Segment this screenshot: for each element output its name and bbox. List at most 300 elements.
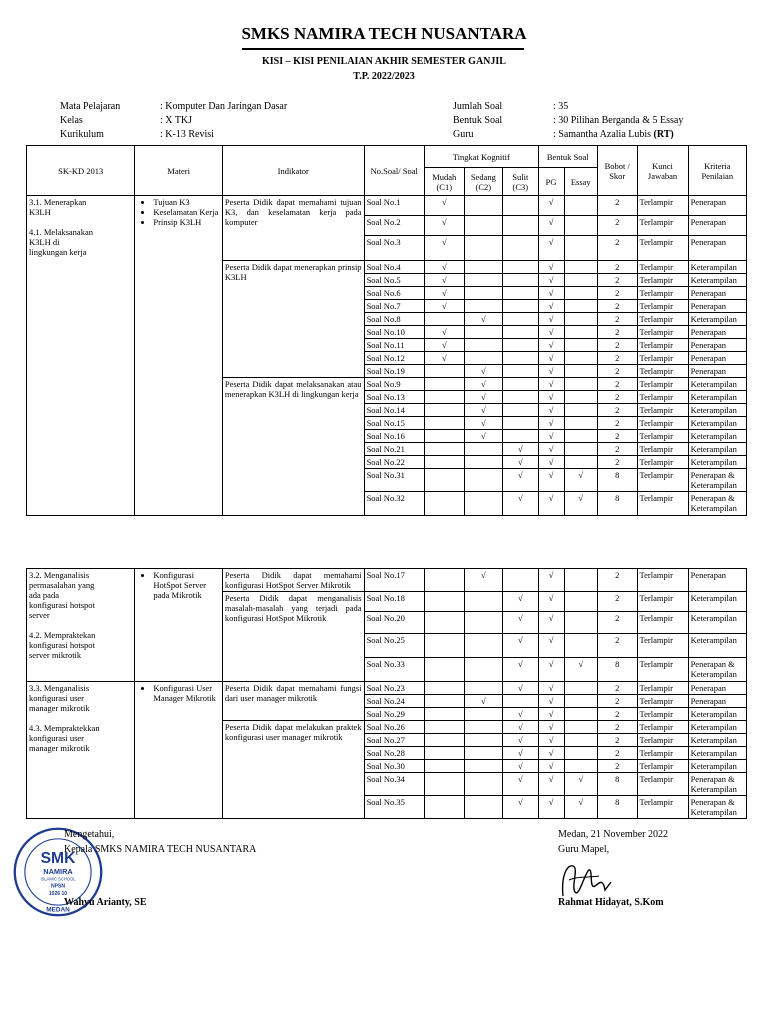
cell-level-1: √	[424, 261, 464, 274]
cell-kriteria: Keterampilan	[688, 456, 746, 469]
table-row	[27, 196, 747, 216]
cell-level-2	[464, 326, 503, 339]
cell-level-1	[425, 721, 465, 734]
cell-essay	[564, 430, 597, 443]
cell-essay	[564, 404, 597, 417]
cell-pg: √	[538, 721, 564, 734]
cell-kunci: Terlampir	[637, 658, 688, 682]
cell-skkd: 3.3. Menganalisis konfigurasi user manager mikrotik 4.3. Mempraktekkan konfigurasi user manager mikrotik	[27, 682, 135, 819]
cell-pg: √	[538, 430, 564, 443]
cell-essay	[564, 391, 597, 404]
materi-item: • Prinsip K3LH	[153, 217, 220, 227]
cell-bobot: 2	[597, 352, 637, 365]
cell-no-soal: Soal No.30	[364, 760, 424, 773]
cell-level-2	[464, 721, 503, 734]
cell-pg: √	[538, 682, 564, 695]
kisi-table-1	[26, 145, 747, 516]
cell-level-2	[464, 634, 503, 658]
cell-level-1	[424, 417, 464, 430]
cell-pg: √	[538, 612, 564, 634]
materi-list	[137, 570, 220, 600]
cell-essay	[564, 569, 597, 592]
cell-bobot: 2	[597, 430, 637, 443]
cell-level-1: √	[424, 352, 464, 365]
cell-level-2: √	[464, 391, 503, 404]
cell-indikator: Peserta Didik dapat melakukan praktek konfigurasi user manager mikrotik	[222, 721, 364, 819]
cell-no-soal: Soal No.21	[364, 443, 424, 456]
cell-bobot: 2	[597, 417, 637, 430]
cell-kriteria: Keterampilan	[688, 734, 746, 747]
meta-value: : Komputer Dan Jaringan Dasar	[160, 101, 288, 112]
cell-pg: √	[538, 760, 564, 773]
cell-kriteria: Penerapan & Keterampilan	[688, 796, 746, 819]
meta-key: Kurikulum	[60, 129, 104, 140]
cell-pg: √	[538, 339, 564, 352]
meta-key: Jumlah Soal	[453, 101, 503, 112]
cell-bobot: 2	[597, 300, 637, 313]
cell-pg: √	[538, 352, 564, 365]
cell-pg: √	[538, 796, 564, 819]
materi-item: • Tujuan K3	[153, 197, 220, 207]
cell-kriteria: Penerapan & Keterampilan	[688, 469, 746, 492]
cell-level-1	[424, 365, 464, 378]
cell-kunci: Terlampir	[637, 261, 688, 274]
cell-pg: √	[538, 592, 564, 612]
cell-pg: √	[538, 695, 564, 708]
cell-pg: √	[538, 391, 564, 404]
cell-pg: √	[538, 326, 564, 339]
cell-essay	[564, 721, 597, 734]
cell-kunci: Terlampir	[637, 695, 688, 708]
meta-row	[60, 129, 287, 143]
header-mudah: Mudah (C1)	[424, 168, 464, 196]
cell-no-soal: Soal No.34	[364, 773, 424, 796]
cell-level-3	[503, 326, 538, 339]
cell-bobot: 2	[597, 365, 637, 378]
header-skkd: SK-KD 2013	[27, 146, 135, 196]
cell-kriteria: Penerapan	[688, 236, 746, 261]
cell-level-2	[464, 734, 503, 747]
cell-level-2	[464, 612, 503, 634]
cell-essay	[564, 326, 597, 339]
cell-level-1	[424, 391, 464, 404]
stamp-line4: 1026 10	[48, 891, 68, 897]
cell-essay	[564, 592, 597, 612]
cell-level-2	[464, 773, 503, 796]
cell-kunci: Terlampir	[637, 274, 688, 287]
cell-kriteria: Penerapan	[688, 695, 746, 708]
table-row	[27, 569, 747, 592]
cell-kunci: Terlampir	[637, 196, 688, 216]
cell-level-2	[464, 592, 503, 612]
cell-no-soal: Soal No.15	[364, 417, 424, 430]
cell-level-2	[464, 261, 503, 274]
cell-no-soal: Soal No.23	[364, 682, 424, 695]
cell-level-1: √	[424, 274, 464, 287]
cell-level-2	[464, 682, 503, 695]
meta-key: Guru	[453, 129, 474, 140]
meta-row	[60, 101, 287, 115]
cell-kunci: Terlampir	[637, 287, 688, 300]
cell-materi	[135, 196, 223, 516]
header-kriteria: Kriteria Penilaian	[688, 146, 746, 196]
cell-kriteria: Keterampilan	[688, 721, 746, 734]
cell-indikator: Peserta Didik dapat menerapkan prinsip K3LH	[222, 261, 364, 378]
cell-level-3	[503, 339, 538, 352]
cell-pg: √	[538, 300, 564, 313]
sign-right-name: Rahmat Hidayat, S.Kom	[558, 897, 664, 908]
cell-pg: √	[538, 658, 564, 682]
cell-bobot: 2	[597, 378, 637, 391]
cell-level-1	[425, 708, 465, 721]
cell-level-3	[503, 313, 538, 326]
cell-level-1	[425, 569, 465, 592]
cell-kunci: Terlampir	[637, 721, 688, 734]
school-title: SMKS NAMIRA TECH NUSANTARA	[241, 24, 527, 43]
cell-essay: √	[564, 658, 597, 682]
school-year: T.P. 2022/2023	[353, 71, 415, 82]
cell-kriteria: Keterampilan	[688, 430, 746, 443]
cell-skkd: 3.1. Menerapkan K3LH 4.1. Melaksanakan K3LH di lingkungan kerja	[27, 196, 135, 516]
header-tingkat: Tingkat Kognitif	[424, 146, 538, 168]
cell-level-3: √	[503, 773, 538, 796]
cell-essay	[564, 760, 597, 773]
cell-no-soal: Soal No.22	[364, 456, 424, 469]
cell-pg: √	[538, 313, 564, 326]
cell-kunci: Terlampir	[637, 352, 688, 365]
cell-bobot: 2	[597, 196, 637, 216]
cell-no-soal: Soal No.9	[364, 378, 424, 391]
sign-left-label: Mengetahui,	[64, 829, 115, 840]
cell-no-soal: Soal No.28	[364, 747, 424, 760]
cell-essay	[564, 261, 597, 274]
cell-level-1	[425, 658, 465, 682]
cell-bobot: 2	[597, 721, 637, 734]
cell-level-2	[464, 456, 503, 469]
header-indikator: Indikator	[222, 146, 364, 196]
cell-no-soal: Soal No.35	[364, 796, 424, 819]
cell-bobot: 2	[597, 612, 637, 634]
cell-kunci: Terlampir	[637, 391, 688, 404]
meta-row	[453, 129, 683, 143]
cell-kunci: Terlampir	[637, 469, 688, 492]
sign-right-date: Medan, 21 November 2022	[558, 829, 668, 840]
header-kunci: Kunci Jawaban	[637, 146, 688, 196]
cell-essay	[564, 196, 597, 216]
cell-pg: √	[538, 365, 564, 378]
cell-essay	[564, 274, 597, 287]
cell-bobot: 2	[597, 592, 637, 612]
cell-level-1	[425, 634, 465, 658]
cell-no-soal: Soal No.33	[364, 658, 424, 682]
cell-kunci: Terlampir	[637, 417, 688, 430]
meta-value: : Samantha Azalia Lubis	[553, 129, 654, 140]
cell-pg: √	[538, 708, 564, 721]
sign-left-name: Wahyu Arianty, SE	[64, 897, 147, 908]
cell-bobot: 2	[597, 747, 637, 760]
cell-essay	[564, 734, 597, 747]
cell-kunci: Terlampir	[637, 796, 688, 819]
cell-kriteria: Keterampilan	[688, 378, 746, 391]
cell-bobot: 2	[597, 734, 637, 747]
cell-materi	[135, 569, 223, 682]
cell-kriteria: Penerapan & Keterampilan	[688, 492, 746, 516]
sign-left-title: Kepala SMKS NAMIRA TECH NUSANTARA	[64, 844, 257, 855]
cell-level-3	[503, 417, 538, 430]
cell-kunci: Terlampir	[637, 569, 688, 592]
cell-level-1	[425, 682, 465, 695]
cell-bobot: 8	[597, 658, 637, 682]
cell-level-3: √	[503, 492, 538, 516]
cell-indikator: Peserta Didik dapat melaksanakan atau menerapkan K3LH di lingkungan kerja	[222, 378, 364, 516]
cell-essay	[564, 300, 597, 313]
cell-level-3	[503, 695, 538, 708]
cell-essay	[564, 682, 597, 695]
cell-level-2: √	[464, 569, 503, 592]
cell-essay	[564, 216, 597, 236]
cell-no-soal: Soal No.2	[364, 216, 424, 236]
cell-kriteria: Keterampilan	[688, 274, 746, 287]
materi-item: • Konfigurasi User Manager Mikrotik	[153, 683, 220, 703]
cell-level-2	[464, 300, 503, 313]
cell-no-soal: Soal No.7	[364, 300, 424, 313]
cell-kunci: Terlampir	[637, 634, 688, 658]
cell-level-1	[424, 456, 464, 469]
cell-no-soal: Soal No.14	[364, 404, 424, 417]
cell-bobot: 2	[597, 682, 637, 695]
meta-key: Bentuk Soal	[453, 115, 503, 126]
cell-kriteria: Penerapan	[688, 326, 746, 339]
cell-level-3	[503, 236, 538, 261]
cell-level-3	[503, 287, 538, 300]
stamp-line3: NPSN	[50, 883, 66, 890]
cell-essay: √	[564, 773, 597, 796]
cell-essay	[564, 456, 597, 469]
cell-kriteria: Keterampilan	[688, 391, 746, 404]
cell-pg: √	[538, 747, 564, 760]
header-sulit: Sulit (C3)	[503, 168, 538, 196]
cell-no-soal: Soal No.18	[364, 592, 424, 612]
cell-bobot: 2	[597, 274, 637, 287]
meta-value: : K-13 Revisi	[160, 129, 214, 140]
cell-essay	[564, 612, 597, 634]
cell-level-2	[464, 236, 503, 261]
cell-kriteria: Penerapan	[688, 287, 746, 300]
title-underline	[242, 48, 524, 50]
cell-bobot: 2	[597, 236, 637, 261]
cell-bobot: 2	[597, 695, 637, 708]
cell-level-1	[425, 592, 465, 612]
cell-pg: √	[538, 443, 564, 456]
cell-kunci: Terlampir	[637, 326, 688, 339]
cell-level-2: √	[464, 404, 503, 417]
cell-bobot: 2	[597, 339, 637, 352]
cell-level-1: √	[424, 326, 464, 339]
meta-row	[453, 115, 683, 129]
cell-pg: √	[538, 196, 564, 216]
cell-level-3: √	[503, 708, 538, 721]
cell-kunci: Terlampir	[637, 592, 688, 612]
cell-level-1	[424, 313, 464, 326]
cell-kunci: Terlampir	[637, 404, 688, 417]
cell-pg: √	[538, 417, 564, 430]
meta-value: : 35	[553, 101, 569, 112]
cell-kunci: Terlampir	[637, 747, 688, 760]
cell-bobot: 8	[597, 492, 637, 516]
cell-bobot: 8	[597, 796, 637, 819]
cell-pg: √	[538, 216, 564, 236]
cell-essay	[564, 287, 597, 300]
stamp-center: SMK	[40, 849, 76, 867]
cell-essay	[564, 236, 597, 261]
cell-level-2: √	[464, 430, 503, 443]
cell-level-2	[464, 216, 503, 236]
cell-no-soal: Soal No.24	[364, 695, 424, 708]
cell-no-soal: Soal No.4	[364, 261, 424, 274]
cell-pg: √	[538, 378, 564, 391]
cell-no-soal: Soal No.11	[364, 339, 424, 352]
stamp-line2: ISLAMIC SCHOOL	[40, 876, 76, 882]
cell-level-3	[503, 352, 538, 365]
cell-pg: √	[538, 404, 564, 417]
cell-kunci: Terlampir	[637, 216, 688, 236]
cell-no-soal: Soal No.20	[364, 612, 424, 634]
cell-essay	[564, 695, 597, 708]
cell-kriteria: Keterampilan	[688, 612, 746, 634]
materi-list	[137, 683, 220, 703]
cell-level-3: √	[503, 747, 538, 760]
cell-kunci: Terlampir	[637, 456, 688, 469]
cell-level-1	[425, 773, 465, 796]
cell-level-2: √	[464, 313, 503, 326]
cell-kunci: Terlampir	[637, 492, 688, 516]
cell-level-1: √	[424, 196, 464, 216]
cell-no-soal: Soal No.10	[364, 326, 424, 339]
cell-no-soal: Soal No.19	[364, 365, 424, 378]
cell-essay: √	[564, 796, 597, 819]
cell-kunci: Terlampir	[637, 443, 688, 456]
cell-level-3	[503, 378, 538, 391]
cell-level-2	[464, 469, 503, 492]
cell-level-1	[424, 404, 464, 417]
cell-bobot: 2	[597, 287, 637, 300]
cell-pg: √	[538, 773, 564, 796]
cell-kunci: Terlampir	[637, 300, 688, 313]
cell-level-3: √	[503, 456, 538, 469]
stamp-line1: NAMIRA	[43, 866, 73, 876]
cell-level-1	[424, 430, 464, 443]
cell-level-3	[503, 569, 538, 592]
cell-level-1	[425, 695, 465, 708]
cell-level-3: √	[503, 721, 538, 734]
cell-kriteria: Keterampilan	[688, 592, 746, 612]
cell-no-soal: Soal No.26	[364, 721, 424, 734]
cell-level-2	[464, 658, 503, 682]
cell-level-3: √	[503, 634, 538, 658]
cell-level-2	[464, 287, 503, 300]
cell-level-2	[464, 443, 503, 456]
cell-level-3: √	[503, 796, 538, 819]
cell-bobot: 2	[597, 708, 637, 721]
cell-essay	[564, 708, 597, 721]
cell-essay	[564, 313, 597, 326]
sign-right-title: Guru Mapel,	[558, 844, 610, 855]
cell-level-3: √	[503, 682, 538, 695]
cell-kriteria: Keterampilan	[688, 261, 746, 274]
cell-kunci: Terlampir	[637, 682, 688, 695]
cell-bobot: 2	[597, 634, 637, 658]
cell-level-3	[503, 391, 538, 404]
header-bentuk: Bentuk Soal	[538, 146, 597, 168]
cell-kriteria: Penerapan & Keterampilan	[688, 773, 746, 796]
meta-row	[453, 101, 683, 115]
cell-no-soal: Soal No.5	[364, 274, 424, 287]
cell-level-2	[464, 352, 503, 365]
cell-bobot: 2	[597, 569, 637, 592]
cell-bobot: 2	[597, 456, 637, 469]
cell-bobot: 8	[597, 469, 637, 492]
materi-item: • Konfigurasi HotSpot Server pada Mikrotik	[153, 570, 220, 600]
cell-level-1: √	[424, 216, 464, 236]
cell-bobot: 2	[597, 391, 637, 404]
cell-no-soal: Soal No.12	[364, 352, 424, 365]
cell-essay	[564, 339, 597, 352]
cell-pg: √	[538, 469, 564, 492]
cell-level-1	[424, 378, 464, 391]
cell-level-2	[464, 747, 503, 760]
meta-value: : X TKJ	[160, 115, 193, 126]
cell-skkd: 3.2. Menganalisis permasalahan yang ada pada konfigurasi hotspot server 4.2. Mempraktekan konfigurasi hotspot server mikrotik	[27, 569, 135, 682]
cell-essay	[564, 365, 597, 378]
cell-level-2	[464, 760, 503, 773]
cell-kriteria: Keterampilan	[688, 443, 746, 456]
cell-essay	[564, 378, 597, 391]
cell-level-1: √	[424, 300, 464, 313]
meta-value: : 30 Pilihan Berganda & 5 Essay	[553, 115, 684, 126]
cell-kriteria: Keterampilan	[688, 747, 746, 760]
header-pg: PG	[538, 168, 564, 196]
header-bobot: Bobot / Skor	[597, 146, 637, 196]
cell-kunci: Terlampir	[637, 708, 688, 721]
cell-pg: √	[538, 287, 564, 300]
cell-kunci: Terlampir	[637, 612, 688, 634]
cell-level-3	[503, 300, 538, 313]
cell-no-soal: Soal No.32	[364, 492, 424, 516]
cell-level-1	[425, 760, 465, 773]
cell-level-1: √	[424, 339, 464, 352]
cell-kriteria: Penerapan & Keterampilan	[688, 658, 746, 682]
cell-level-2	[464, 339, 503, 352]
cell-kriteria: Keterampilan	[688, 417, 746, 430]
cell-level-1: √	[424, 236, 464, 261]
cell-kriteria: Penerapan	[688, 216, 746, 236]
cell-pg: √	[538, 261, 564, 274]
cell-kunci: Terlampir	[637, 365, 688, 378]
cell-indikator: Peserta Didik dapat memahami konfigurasi HotSpot Server Mikrotik	[222, 569, 364, 592]
cell-indikator: Peserta Didik dapat menganalisis masalah-masalah yang terjadi pada konfigurasi HotSpot Mikrotik	[222, 592, 364, 682]
cell-level-3	[503, 404, 538, 417]
cell-pg: √	[538, 634, 564, 658]
cell-no-soal: Soal No.17	[364, 569, 424, 592]
cell-level-1	[424, 492, 464, 516]
cell-no-soal: Soal No.3	[364, 236, 424, 261]
cell-bobot: 2	[597, 760, 637, 773]
cell-pg: √	[538, 734, 564, 747]
cell-level-3	[503, 430, 538, 443]
cell-kunci: Terlampir	[637, 734, 688, 747]
cell-kriteria: Penerapan	[688, 365, 746, 378]
cell-kriteria: Keterampilan	[688, 760, 746, 773]
